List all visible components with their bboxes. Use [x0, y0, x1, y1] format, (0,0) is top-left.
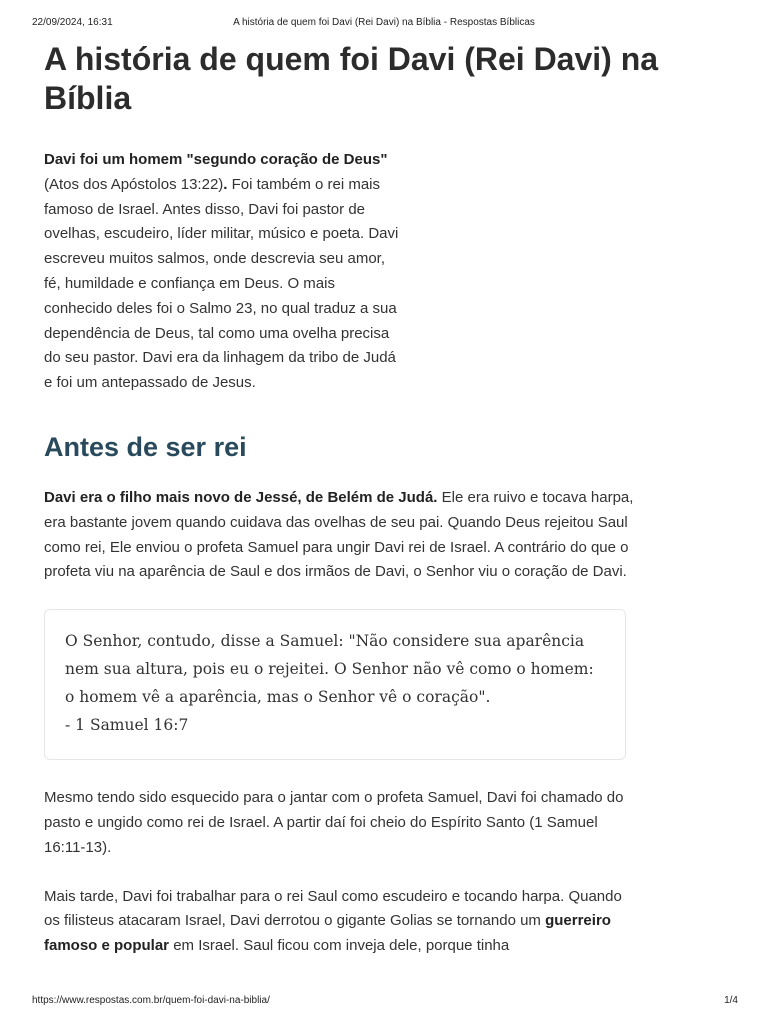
p1-bold-text: Davi era o filho mais novo de Jessé, de Belém de Judá.: [44, 488, 438, 506]
section-heading: Antes de ser rei: [44, 431, 247, 462]
intro-bold-text: Davi foi um homem "segundo coração de Deus": [44, 151, 388, 168]
print-url[interactable]: https://www.respostas.com.br/quem-foi-davi-na-biblia/: [32, 995, 270, 1006]
article-title: A história de quem foi Davi (Rei Davi) na Bíblia: [44, 41, 659, 116]
intro-rest-text: Foi também o rei mais famoso de Israel. Antes disso, Davi foi pastor de ovelhas, escudeiro, líder militar, músico e poeta. Davi escreveu muitos salmos, onde descrevia seu amor, fé, humildade e confiança em Deus. O mais conhecido deles foi o Salmo 23, no qual traduz a sua dependência de Deus, tal como uma ovelha precisa do seu pastor. Davi era da linhagem da tribo de Judá e foi um antepassado de Jesus.: [44, 175, 399, 392]
section-paragraph-3: [44, 885, 634, 959]
article-content: [44, 40, 684, 959]
intro-dot: .: [223, 175, 228, 193]
print-header: [0, 17, 768, 31]
print-datetime: 22/09/2024, 16:31: [32, 17, 113, 28]
section-paragraph-2: Mesmo tendo sido esquecido para o jantar com o profeta Samuel, Davi foi chamado do pasto e ungido como rei de Israel. A partir daí foi cheio do Espírito Santo (1 Samuel 16:11-13).: [44, 789, 624, 856]
section-paragraph-1: [44, 486, 634, 585]
quote-reference: - 1 Samuel 16:7: [65, 716, 189, 735]
p1-rest-text: Ele era ruivo e tocava harpa, era bastante jovem quando cuidava das ovelhas de seu pai. Quando Deus rejeitou Saul como rei, Ele enviou o profeta Samuel para ungir Davi rei de Israel. A contrário do que o profeta viu na aparência de Saul e dos irmãos de Davi, o Senhor viu o coração de Davi.: [44, 488, 634, 581]
print-footer: [0, 995, 768, 1009]
intro-reference: (Atos dos Apóstolos 13:22): [44, 175, 224, 193]
bible-quote-box: [44, 609, 626, 760]
p3-bold-text: guerreiro famoso e popular: [44, 912, 611, 955]
intro-paragraph: [44, 148, 404, 396]
print-page-title: A história de quem foi Davi (Rei Davi) na Bíblia - Respostas Bíblicas: [233, 17, 535, 28]
p3-end-text: em Israel. Saul ficou com inveja dele, porque tinha: [169, 937, 510, 955]
page-number: 1/4: [724, 995, 738, 1006]
quote-text: O Senhor, contudo, disse a Samuel: "Não considere sua aparência nem sua altura, pois eu o rejeitei. O Senhor não vê como o homem: o homem vê a aparência, mas o Senhor vê o coração".: [65, 632, 594, 707]
p3-start-text: Mais tarde, Davi foi trabalhar para o rei Saul como escudeiro e tocando harpa. Quando os filisteus atacaram Israel, Davi derrotou o gigante Golias se tornando um: [44, 887, 622, 930]
